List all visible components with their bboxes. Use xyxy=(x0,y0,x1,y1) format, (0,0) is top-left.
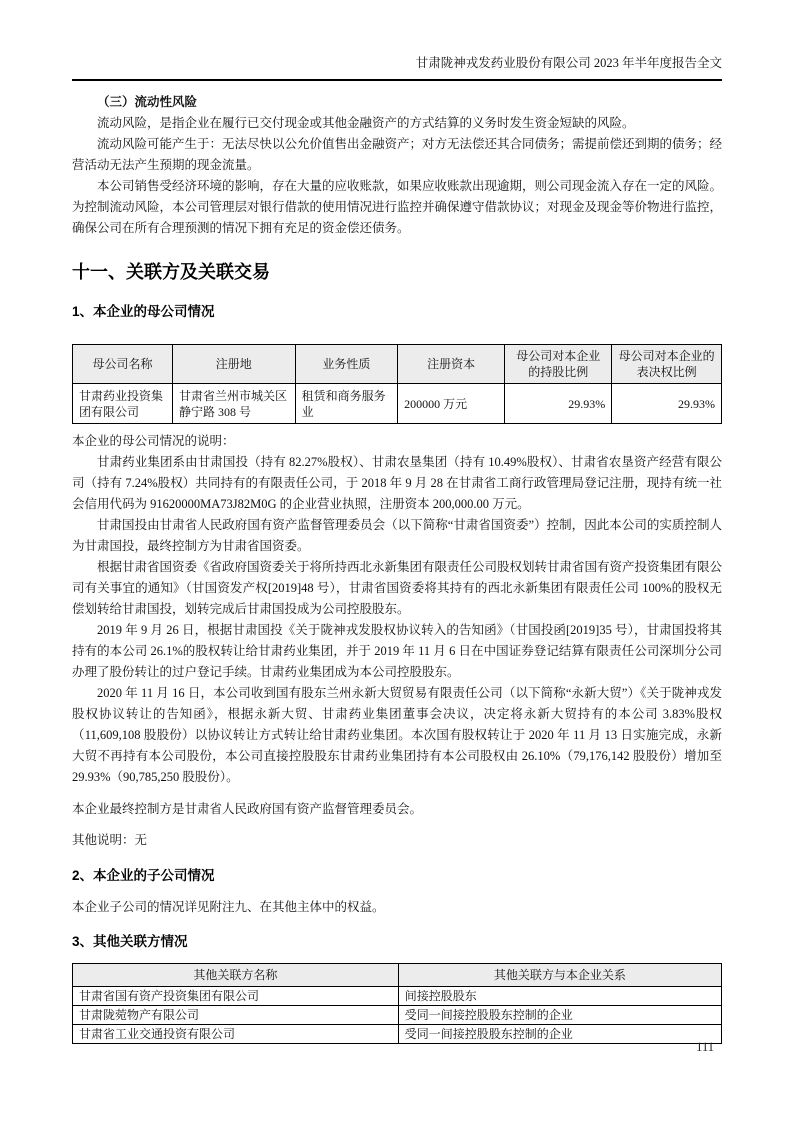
col-header-parent-name: 母公司名称 xyxy=(73,345,173,384)
parent-company-paragraph: 根据甘肃省国资委《省政府国资委关于将所持西北永新集团有限责任公司股权划转甘肃省国有资产投资集团有限公司有关事宜的通知》（甘国资发产权[2019]48 号），甘肃省国资委将其持有的西北永新集团有限责任公司 100%的股权无偿划转给甘肃国投，划转完成后甘肃国投成为公司控股股东。 xyxy=(72,560,723,616)
other-related-table xyxy=(72,963,722,1044)
cell-voting-ratio: 29.93% xyxy=(612,384,722,424)
table-row xyxy=(73,987,722,1006)
liquidity-risk-heading: （三）流动性风险 xyxy=(97,95,198,109)
cell-registered-place: 甘肃省兰州市城关区静宁路 308 号 xyxy=(172,384,295,424)
cell-shareholding-ratio: 29.93% xyxy=(505,384,612,424)
table-row xyxy=(73,384,722,424)
subsidiaries-paragraph: 本企业子公司的情况详见附注九、在其他主体中的权益。 xyxy=(72,900,385,914)
ultimate-controller-note: 本企业最终控制方是甘肃省人民政府国有资产监督管理委员会。 xyxy=(72,802,423,816)
col-header-business-nature: 业务性质 xyxy=(295,345,398,384)
parent-company-note-intro: 本企业的母公司情况的说明： xyxy=(72,434,235,448)
parent-company-paragraph: 2019 年 9 月 26 日，根据甘肃国投《关于陇神戎发股权协议转入的告知函》（甘国投函[2019]35 号），甘肃国投将其持有的本公司 26.1%的股权转让给甘肃药业集团，并于 2019 年 11 月 6 日在中国证券登记结算有限责任公司深圳分公司办理了股份转让的过户登记手续。甘肃药业集团成为本公司控股股东。 xyxy=(72,623,722,679)
parent-company-paragraph: 2020 年 11 月 16 日，本公司收到国有股东兰州永新大贸贸易有限责任公司（以下简称“永新大贸”）《关于陇神戎发股权协议转让的告知函》，根据永新大贸、甘肃药业集团董事会决议，决定将永新大贸持有的本公司 3.83%股权（11,609,108 股股份）以协议转让方式转让给甘肃药业集团。本次国有股权转让于 2020 年 11 月 13 日实施完成，永新大贸不再持有本公司股份，本公司直接控股股东甘肃药业集团持有本公司股权由 26.10%（79,176,142 股股份）增加至 29.93%（90,785,250 股股份）。 xyxy=(72,686,722,784)
page-number: 111 xyxy=(696,1040,714,1054)
col-header-registered-place: 注册地 xyxy=(172,345,295,384)
parent-company-heading: 1、本企业的母公司情况 xyxy=(72,304,215,319)
col-header-related-party-relation: 其他关联方与本企业关系 xyxy=(398,964,721,987)
table-header-row xyxy=(73,345,722,384)
cell-business-nature: 租赁和商务服务业 xyxy=(295,384,398,424)
cell-related-party-relation: 受同一间接控股股东控制的企业 xyxy=(398,1025,721,1044)
cell-related-party-name: 甘肃陇菀物产有限公司 xyxy=(73,1006,399,1025)
liquidity-paragraph: 本公司销售受经济环境的影响，存在大量的应收账款，如果应收账款出现逾期，则公司现金流入存在一定的风险。为控制流动风险，本公司管理层对银行借款的使用情况进行监控并确保遵守借款协议；对现金及现金等价物进行监控，确保公司在所有合理预测的情况下拥有充足的资金偿还债务。 xyxy=(72,179,723,235)
cell-related-party-relation: 受同一间接控股股东控制的企业 xyxy=(398,1006,721,1025)
liquidity-paragraph: 流动风险，是指企业在履行已交付现金或其他金融资产的方式结算的义务时发生资金短缺的风险。 xyxy=(97,116,635,130)
cell-parent-name: 甘肃药业投资集团有限公司 xyxy=(73,384,173,424)
cell-related-party-name: 甘肃省国有资产投资集团有限公司 xyxy=(73,987,399,1006)
subsidiaries-heading: 2、本企业的子公司情况 xyxy=(72,868,215,883)
col-header-related-party-name: 其他关联方名称 xyxy=(73,964,399,987)
table-row xyxy=(73,1025,722,1044)
parent-company-paragraph: 甘肃药业集团系由甘肃国投（持有 82.27%股权）、甘肃农垦集团（持有 10.49%股权）、甘肃省农垦资产经营有限公司（持有 7.24%股权）共同持有的有限责任公司，于 2018 年 9 月 28 在甘肃省工商行政管理局登记注册，现持有统一社会信用代码为 91620000MA73J82M0G 的企业营业执照，注册资本 200,000.00 万元。 xyxy=(72,455,722,511)
table-row xyxy=(73,1006,722,1025)
other-related-heading: 3、其他关联方情况 xyxy=(72,934,188,949)
parent-company-table xyxy=(72,344,722,424)
cell-registered-capital: 200000 万元 xyxy=(398,384,505,424)
other-note: 其他说明：无 xyxy=(72,833,148,847)
col-header-shareholding-ratio: 母公司对本企业的持股比例 xyxy=(505,345,612,384)
cell-related-party-relation: 间接控股股东 xyxy=(398,987,721,1006)
cell-related-party-name: 甘肃省工业交通投资有限公司 xyxy=(73,1025,399,1044)
col-header-voting-ratio: 母公司对本企业的表决权比例 xyxy=(612,345,722,384)
col-header-registered-capital: 注册资本 xyxy=(398,345,505,384)
section-11-heading: 十一、关联方及关联交易 xyxy=(72,262,270,282)
parent-company-paragraph: 甘肃国投由甘肃省人民政府国有资产监督管理委员会（以下简称“甘肃省国资委”）控制，因此本公司的实质控制人为甘肃国投，最终控制方为甘肃省国资委。 xyxy=(72,518,722,553)
document-header-title: 甘肃陇神戎发药业股份有限公司 2023 年半年度报告全文 xyxy=(72,55,722,81)
table-header-row xyxy=(73,964,722,987)
liquidity-paragraph: 流动风险可能产生于：无法尽快以公允价值售出金融资产；对方无法偿还其合同债务；需提前偿还到期的债务；经营活动无法产生预期的现金流量。 xyxy=(72,137,723,172)
